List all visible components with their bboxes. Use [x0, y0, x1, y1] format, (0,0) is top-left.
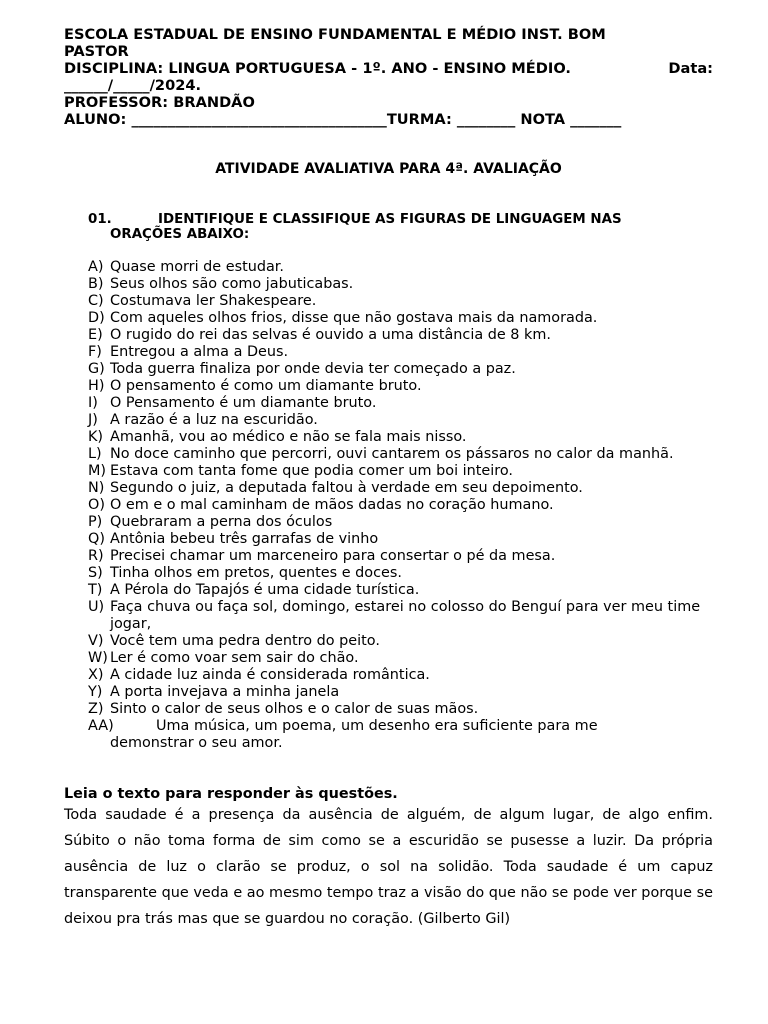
- item-letter: D): [88, 310, 105, 326]
- item-letter: A): [88, 259, 104, 275]
- item-letter: H): [88, 378, 105, 394]
- item-text: [156, 718, 708, 735]
- item-text: Seus olhos são como jabuticabas.: [110, 276, 354, 292]
- item-letter: C): [88, 293, 104, 309]
- item-letter: J): [88, 412, 98, 428]
- list-item: [88, 599, 708, 633]
- item-text: Segundo o juiz, a deputada faltou à verdade em seu depoimento.: [110, 480, 583, 496]
- question-number: 01.: [88, 212, 112, 227]
- item-text: Faça chuva ou faça sol, domingo, estarei no colosso do Benguí para ver meu time jogar,: [110, 599, 701, 632]
- professor-line: PROFESSOR: BRANDÃO: [64, 94, 255, 111]
- item-text-line2: demonstrar o seu amor.: [110, 735, 283, 751]
- item-text-line1: Uma música, um poema, um desenho era suficiente para me: [156, 718, 598, 734]
- list-item: [88, 633, 708, 650]
- item-letter: I): [88, 395, 98, 411]
- item-letter: X): [88, 667, 104, 683]
- item-text: A Pérola do Tapajós é uma cidade turística.: [110, 582, 420, 598]
- list-item: [88, 650, 708, 667]
- list-item: [88, 344, 708, 361]
- item-letter: F): [88, 344, 102, 360]
- item-text: Antônia bebeu três garrafas de vinho: [110, 531, 379, 547]
- list-item: [88, 701, 708, 718]
- student-line: ALUNO: ___________________________________TURMA: ________ NOTA _______: [64, 111, 622, 128]
- school-name: ESCOLA ESTADUAL DE ENSINO FUNDAMENTAL E MÉDIO INST. BOM: [64, 26, 606, 43]
- list-item: [88, 497, 708, 514]
- item-letter: B): [88, 276, 104, 292]
- item-text: Sinto o calor de seus olhos e o calor de suas mãos.: [110, 701, 479, 717]
- item-letter: Y): [88, 684, 103, 700]
- reading-paragraph: Toda saudade é a presença da ausência de alguém, de algum lugar, de algo enfim. Súbito o não toma forma de sim como se a escuridão se pusesse a luzir. Da própria ausência de luz o clarão se produz, o sol na solidão. Toda saudade é um capuz transparente que veda e ao mesmo tempo traz a visão do que não se pode ver porque se deixou pra trás mas que se guardou no coração. (Gilberto Gil): [64, 807, 713, 927]
- list-item: [88, 531, 708, 548]
- question-text-line1: IDENTIFIQUE E CLASSIFIQUE AS FIGURAS DE LINGUAGEM NAS: [158, 212, 622, 227]
- list-item: [88, 327, 708, 344]
- item-text: A porta invejava a minha janela: [110, 684, 340, 700]
- list-item: [88, 548, 708, 565]
- item-letter: E): [88, 327, 103, 343]
- list-item: [88, 684, 708, 701]
- discipline-line: [64, 60, 713, 77]
- item-text: No doce caminho que percorri, ouvi cantarem os pássaros no calor da manhã.: [110, 446, 674, 462]
- discipline-label: DISCIPLINA: LINGUA PORTUGUESA - 1º. ANO - ENSINO MÉDIO.: [64, 60, 571, 77]
- item-letter: Q): [88, 531, 105, 547]
- item-letter-spacer: [88, 735, 110, 752]
- list-item: [88, 480, 708, 497]
- list-item: [88, 718, 708, 735]
- item-letter: K): [88, 429, 104, 445]
- item-letter: Z): [88, 701, 104, 717]
- date-label: Data:: [668, 60, 713, 77]
- list-item: [88, 429, 708, 446]
- item-text: Entregou a alma a Deus.: [110, 344, 289, 360]
- item-letter: S): [88, 565, 103, 581]
- list-item: [88, 463, 708, 480]
- item-text: A cidade luz ainda é considerada romântica.: [110, 667, 430, 683]
- item-text: Toda guerra finaliza por onde devia ter começado a paz.: [110, 361, 516, 377]
- list-item: [88, 361, 708, 378]
- question-text-line2: ORAÇÕES ABAIXO:: [110, 227, 250, 242]
- list-item: [88, 310, 708, 327]
- activity-title: ATIVIDADE AVALIATIVA PARA 4ª. AVALIAÇÃO: [215, 161, 562, 177]
- item-text: O Pensamento é um diamante bruto.: [110, 395, 377, 411]
- item-text: Tinha olhos em pretos, quentes e doces.: [110, 565, 402, 581]
- item-text: O pensamento é como um diamante bruto.: [110, 378, 422, 394]
- item-letter: O): [88, 497, 105, 513]
- item-text: Amanhã, vou ao médico e não se fala mais nisso.: [110, 429, 467, 445]
- item-letter: P): [88, 514, 103, 530]
- item-text: Estava com tanta fome que podia comer um boi inteiro.: [110, 463, 513, 479]
- item-letter: U): [88, 599, 105, 615]
- list-item: [88, 446, 708, 463]
- list-item: [88, 667, 708, 684]
- item-text: A razão é a luz na escuridão.: [110, 412, 318, 428]
- item-letter: V): [88, 633, 104, 649]
- item-letter: M): [88, 463, 107, 479]
- list-item: [88, 276, 708, 293]
- item-text: Costumava ler Shakespeare.: [110, 293, 317, 309]
- list-item: [88, 514, 708, 531]
- list-item: [88, 412, 708, 429]
- item-text: O rugido do rei das selvas é ouvido a uma distância de 8 km.: [110, 327, 551, 343]
- school-line: [64, 26, 713, 43]
- date-field: ______/_____/2024.: [64, 77, 202, 94]
- item-letter: N): [88, 480, 105, 496]
- sentence-list: [88, 259, 708, 752]
- item-text: O em e o mal caminham de mãos dadas no coração humano.: [110, 497, 554, 513]
- question-01: [88, 212, 688, 242]
- list-item: [88, 293, 708, 310]
- item-text: Precisei chamar um marceneiro para consertar o pé da mesa.: [110, 548, 556, 564]
- item-letter: G): [88, 361, 105, 377]
- item-text: Ler é como voar sem sair do chão.: [110, 650, 359, 666]
- list-item: [88, 395, 708, 412]
- school-name-continued: PASTOR: [64, 43, 129, 60]
- document-header: [64, 26, 713, 128]
- list-item-continued: [88, 735, 708, 752]
- item-letter: R): [88, 548, 104, 564]
- item-letter: T): [88, 582, 103, 598]
- list-item: [88, 378, 708, 395]
- item-text: Quebraram a perna dos óculos: [110, 514, 333, 530]
- list-item: [88, 582, 708, 599]
- list-item: [88, 565, 708, 582]
- item-text: Com aqueles olhos frios, disse que não gostava mais da namorada.: [110, 310, 598, 326]
- item-text: Quase morri de estudar.: [110, 259, 284, 275]
- item-letter: W): [88, 650, 108, 666]
- item-letter: AA): [88, 718, 114, 734]
- item-letter: L): [88, 446, 102, 462]
- list-item: [88, 259, 708, 276]
- reading-heading: Leia o texto para responder às questões.: [64, 786, 398, 802]
- item-text: Você tem uma pedra dentro do peito.: [110, 633, 380, 649]
